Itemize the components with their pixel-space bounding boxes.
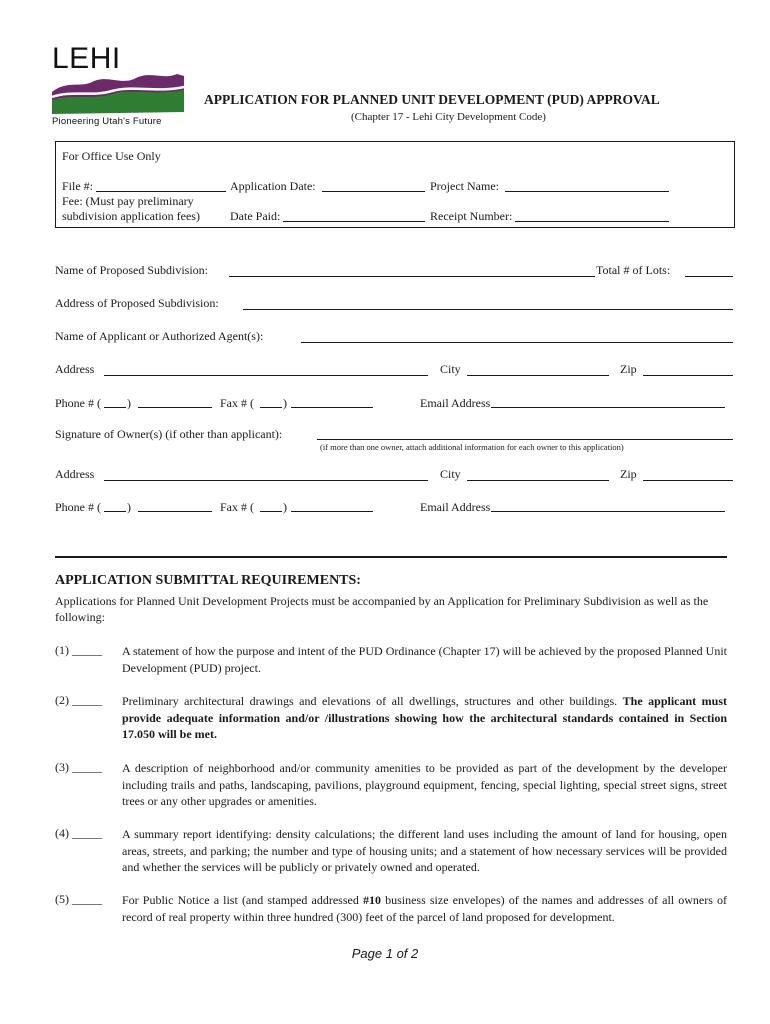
logo-tagline: Pioneering Utah's Future <box>52 116 162 127</box>
applicant-phone-area-field[interactable] <box>104 407 126 408</box>
requirements-intro: Applications for Planned Unit Development Projects must be accompanied by an Application for Preliminary Subdivision as well as the following: <box>55 594 709 624</box>
owner-phone-paren: ) <box>127 500 131 514</box>
subdivision-name-label: Name of Proposed Subdivision: <box>55 263 208 277</box>
applicant-address-label: Address <box>55 362 95 376</box>
page-title: APPLICATION FOR PLANNED UNIT DEVELOPMENT (PUD) APPROVAL <box>204 92 660 107</box>
date-paid-label: Date Paid: <box>230 209 281 223</box>
project-name-label: Project Name: <box>430 179 499 193</box>
owner-email-label: Email Address <box>420 500 491 514</box>
total-lots-label: Total # of Lots: <box>596 263 671 277</box>
owner-zip-field[interactable] <box>643 480 733 481</box>
applicant-zip-field[interactable] <box>643 375 733 376</box>
application-date-field[interactable] <box>322 191 425 192</box>
fee-label-line1: Fee: (Must pay preliminary <box>62 194 194 208</box>
owner-fax-area-field[interactable] <box>260 511 282 512</box>
requirement-5-emphasis: #10 <box>362 893 381 907</box>
file-number-field[interactable] <box>96 191 226 192</box>
applicant-address-field[interactable] <box>104 375 428 376</box>
owner-address-label: Address <box>55 467 95 481</box>
receipt-number-field[interactable] <box>515 221 669 222</box>
owner-city-label: City <box>440 467 461 481</box>
applicant-phone-field[interactable] <box>138 407 212 408</box>
page-subtitle: (Chapter 17 - Lehi City Development Code) <box>351 111 546 123</box>
owner-zip-label: Zip <box>620 467 637 481</box>
applicant-name-field[interactable] <box>301 342 733 343</box>
applicant-phone-label: Phone # ( <box>55 396 101 410</box>
owner-phone-label: Phone # ( <box>55 500 101 514</box>
owner-signature-field[interactable] <box>317 439 733 440</box>
owner-address-field[interactable] <box>104 480 428 481</box>
requirement-3-text: A description of neighborhood and/or community amenities to be provided as part of the development by the developer including trails and paths, landscaping, pavilions, playground equipment, fencing, special lighting, special street signs, street trees or any other upgrades or amenities. <box>122 761 727 808</box>
owner-phone-area-field[interactable] <box>104 511 126 512</box>
requirement-5-text: For Public Notice a list (and stamped addressed #10 business size envelopes) of the names and addresses of all owners of record of real property within three hundred (300) feet of the parcel of land proposed for development. <box>122 893 728 924</box>
applicant-phone-paren: ) <box>127 396 131 410</box>
fee-label-line2: subdivision application fees) <box>62 209 200 223</box>
date-paid-field[interactable] <box>283 221 425 222</box>
requirement-4-checkbox[interactable]: (4) _____ <box>55 826 102 840</box>
subdivision-address-label: Address of Proposed Subdivision: <box>55 296 219 310</box>
project-name-field[interactable] <box>505 191 669 192</box>
subdivision-name-field[interactable] <box>229 276 595 277</box>
owner-phone-field[interactable] <box>138 511 212 512</box>
applicant-fax-label: Fax # ( <box>220 396 254 410</box>
receipt-number-label: Receipt Number: <box>430 209 513 223</box>
requirement-5-checkbox[interactable]: (5) _____ <box>55 892 102 906</box>
requirement-2-text: Preliminary architectural drawings and elevations of all dwellings, structures and other buildings. The applicant must provide adequate information and/or /illustrations showing how the architectural standards contained in Section 17.050 will be met. <box>122 694 728 741</box>
logo-wordmark: LEHI <box>52 42 121 75</box>
page-number: Page 1 of 2 <box>351 946 419 961</box>
subdivision-address-field[interactable] <box>243 309 733 310</box>
owner-fax-label: Fax # ( <box>220 500 254 514</box>
applicant-city-field[interactable] <box>467 375 609 376</box>
applicant-name-label: Name of Applicant or Authorized Agent(s): <box>55 329 264 343</box>
requirement-1-checkbox[interactable]: (1) _____ <box>55 643 102 657</box>
lehi-logo <box>52 44 187 130</box>
requirement-2-emphasis: The applicant must provide adequate information and/or /illustrations showing how the architectural standards contained in Section 17.050 will be met. <box>122 694 728 741</box>
applicant-fax-area-field[interactable] <box>260 407 282 408</box>
mountain-logo-icon <box>52 66 187 116</box>
owner-fax-paren: ) <box>283 500 287 514</box>
owner-fax-field[interactable] <box>291 511 373 512</box>
owner-signature-label: Signature of Owner(s) (if other than applicant): <box>55 427 283 441</box>
owner-note: (if more than one owner, attach additional information for each owner to this application) <box>320 442 624 452</box>
applicant-email-label: Email Address <box>420 396 491 410</box>
requirement-1-text: A statement of how the purpose and intent of the PUD Ordinance (Chapter 17) will be achieved by the proposed Planned Unit Development (PUD) project. <box>122 644 727 675</box>
requirements-heading: APPLICATION SUBMITTAL REQUIREMENTS: <box>55 573 361 588</box>
application-date-label: Application Date: <box>230 179 316 193</box>
owner-city-field[interactable] <box>467 480 609 481</box>
applicant-zip-label: Zip <box>620 362 637 376</box>
office-use-heading: For Office Use Only <box>62 149 161 163</box>
applicant-email-field[interactable] <box>491 407 725 408</box>
total-lots-field[interactable] <box>685 276 733 277</box>
requirement-4-text: A summary report identifying: density calculations; the different land uses including the amount of land for housing, open areas, streets, and parking; the number and type of housing units; and a statement of how necessary services will be provided and whether the services will be publicly or privately owned and operated. <box>122 827 727 874</box>
file-number-label: File #: <box>62 179 94 193</box>
requirement-2-checkbox[interactable]: (2) _____ <box>55 693 102 707</box>
section-divider <box>55 556 727 558</box>
applicant-fax-paren: ) <box>283 396 287 410</box>
applicant-fax-field[interactable] <box>291 407 373 408</box>
requirement-3-checkbox[interactable]: (3) _____ <box>55 760 102 774</box>
applicant-city-label: City <box>440 362 461 376</box>
owner-email-field[interactable] <box>491 511 725 512</box>
